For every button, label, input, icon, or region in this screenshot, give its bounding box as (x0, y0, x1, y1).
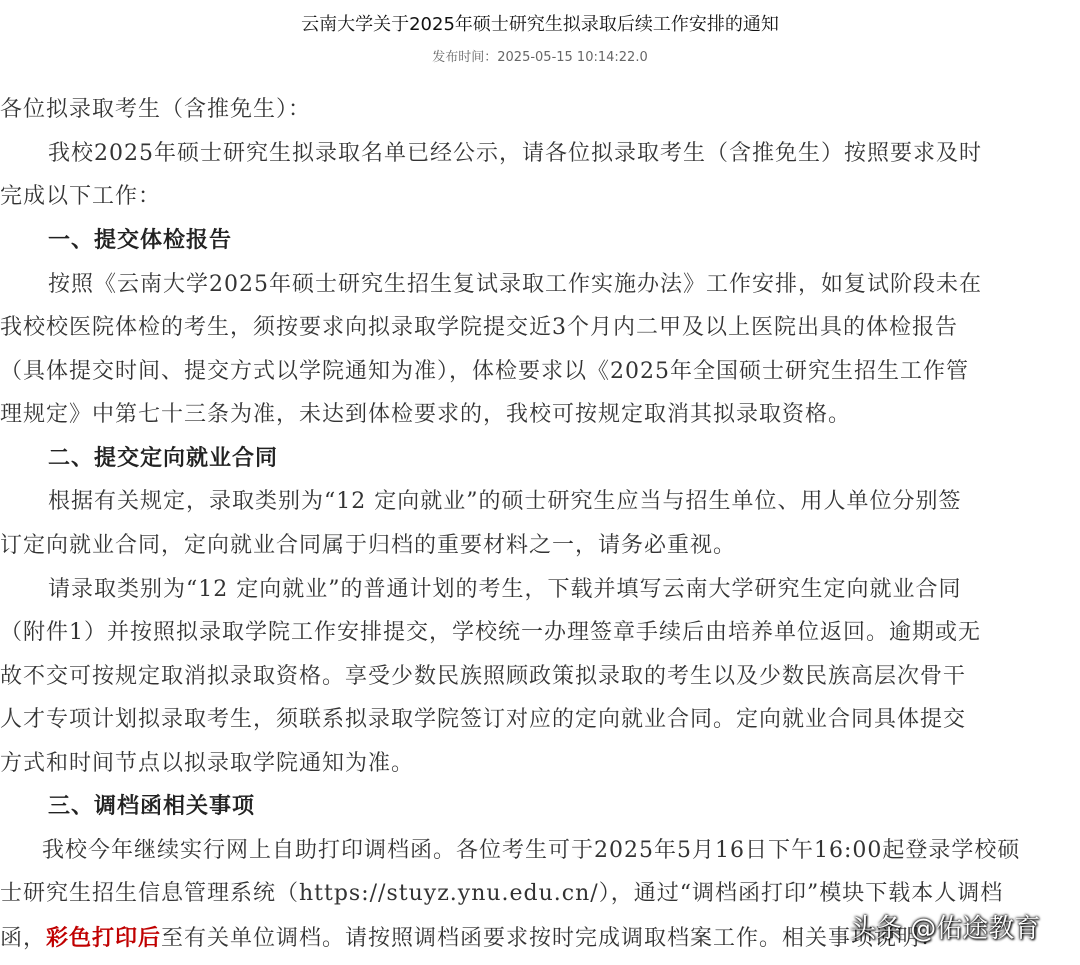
paragraph-line: 理规定》中第七十三条为准，未达到体检要求的，我校可按规定取消其拟录取资格。 (0, 402, 852, 427)
publish-time: 发布时间：2025-05-15 10:14:22.0 (432, 50, 648, 65)
text-run: 至有关单位调档。请按照调档函要求按时完成调取档案工作。相关事项说明： (161, 926, 944, 951)
paragraph-line: 订定向就业合同，定向就业合同属于归档的重要材料之一，请务必重视。 (0, 533, 737, 558)
paragraph-line: （附件1）并按照拟录取学院工作安排提交，学校统一办理签章手续后由培养单位返回。逾期或无 (0, 620, 982, 645)
paragraph-line: 我校今年继续实行网上自助打印调档函。各位考生可于2025年5月16日下午16:00起登录学校硕 (42, 838, 1021, 863)
paragraph-line: 故不交可按规定取消拟录取资格。享受少数民族照顾政策拟录取的考生以及少数民族高层次骨干 (0, 664, 967, 689)
paragraph-line: 请录取类别为“12 定向就业”的普通计划的考生，下载并填写云南大学研究生定向就业合同 (48, 577, 962, 602)
paragraph-line: 我校校医院体检的考生，须按要求向拟录取学院提交近3个月内二甲及以上医院出具的体检报告 (0, 315, 959, 340)
paragraph-line: 士研究生招生信息管理系统（https://stuyz.ynu.edu.cn/），通过“调档函打印”模块下载本人调档 (0, 881, 1004, 906)
paragraph-line: 按照《云南大学2025年硕士研究生招生复试录取工作实施办法》工作安排，如复试阶段未在 (48, 272, 982, 297)
paragraph-line: 人才专项计划拟录取考生，须联系拟录取学院签订对应的定向就业合同。定向就业合同具体提交 (0, 707, 967, 732)
article-title: 云南大学关于2025年硕士研究生拟录取后续工作安排的通知 (301, 14, 779, 35)
watermark: 头条 @佑途教育 (850, 914, 1041, 944)
paragraph-line: 方式和时间节点以拟录取学院通知为准。 (0, 751, 415, 776)
text-run: 函， (0, 926, 47, 951)
section-heading: 二、提交定向就业合同 (48, 446, 279, 471)
emphasis-text: 彩色打印后 (46, 925, 162, 951)
paragraph-line: 我校2025年硕士研究生拟录取名单已经公示，请各位拟录取考生（含推免生）按照要求及时 (48, 141, 982, 166)
paragraph-line: （具体提交时间、提交方式以学院通知为准），体检要求以《2025年全国硕士研究生招生工作管 (0, 359, 969, 384)
section-heading: 三、调档函相关事项 (48, 794, 256, 819)
paragraph-line: 完成以下工作： (0, 184, 162, 209)
salutation: 各位拟录取考生（含推免生）： (0, 97, 312, 122)
section-heading: 一、提交体检报告 (48, 228, 233, 253)
paragraph-line: 根据有关规定，录取类别为“12 定向就业”的硕士研究生应当与招生单位、用人单位分别签 (48, 489, 962, 514)
